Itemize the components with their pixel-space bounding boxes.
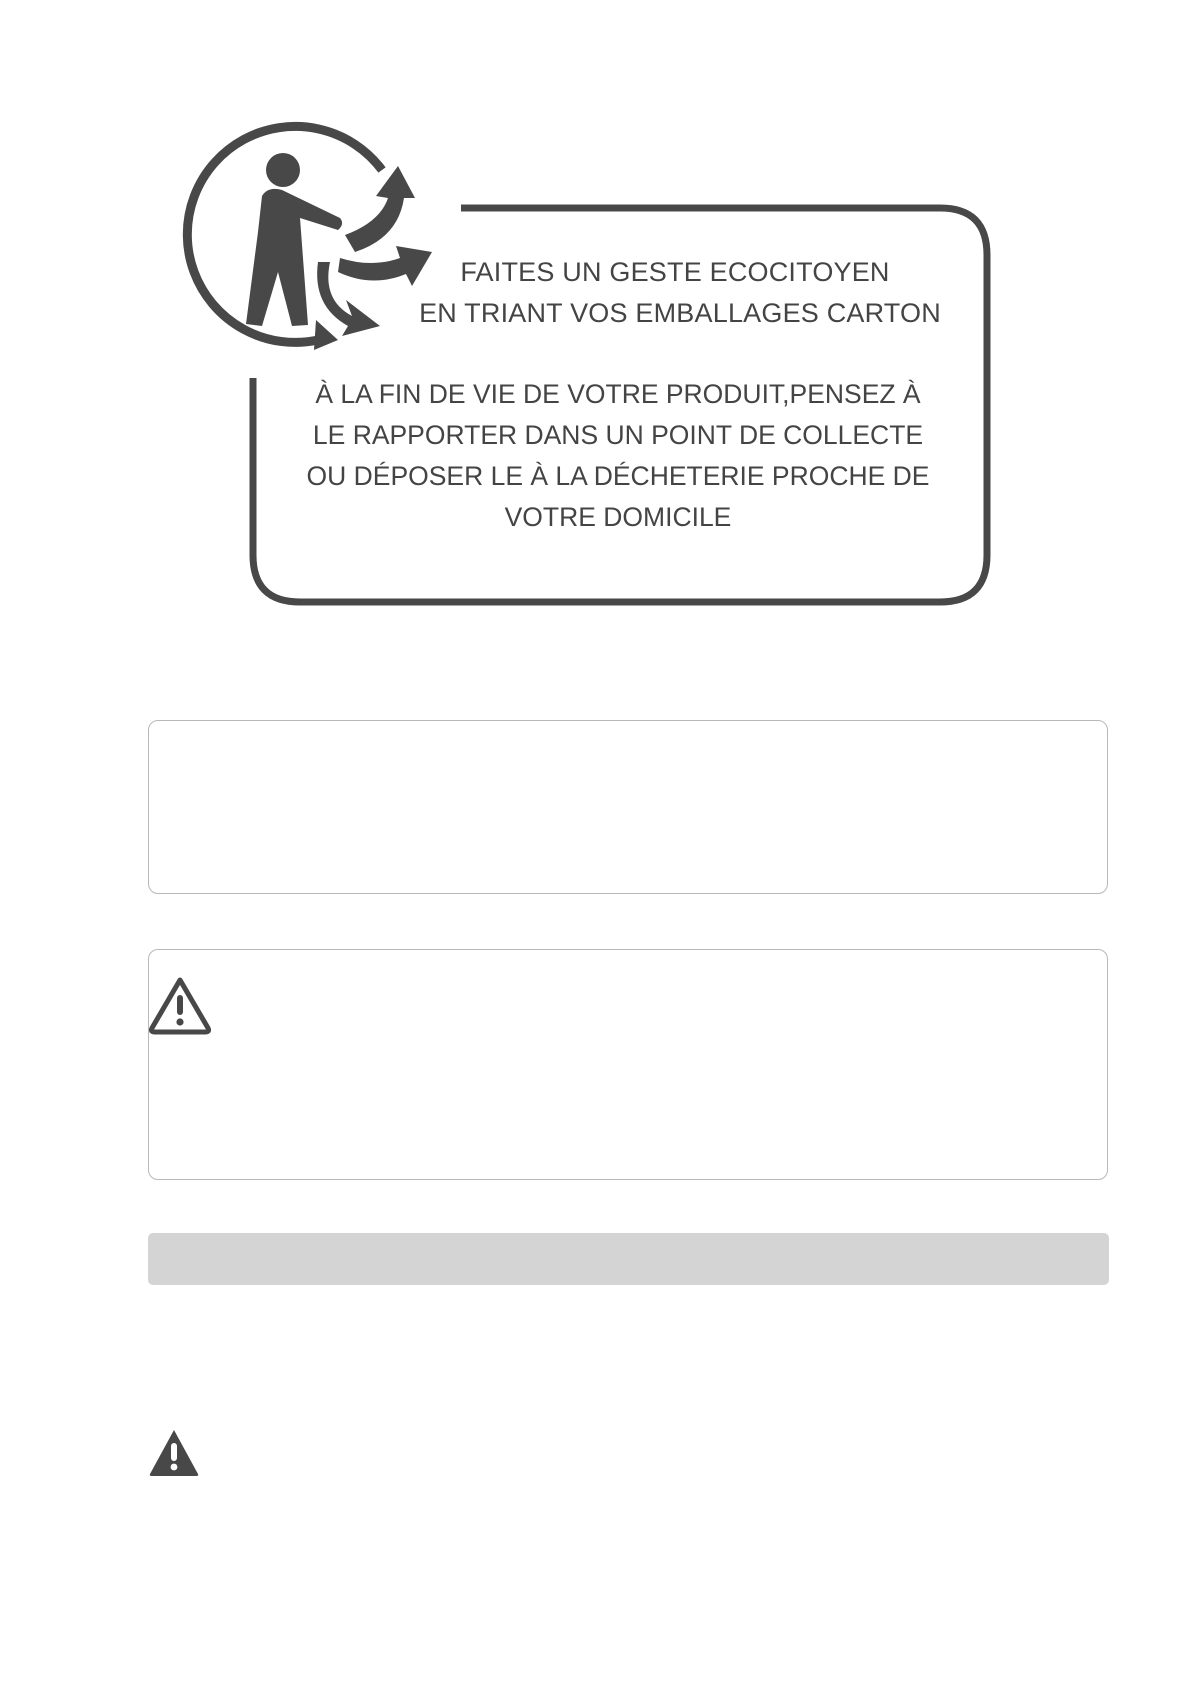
section-header-bar [148,1233,1109,1285]
notice-body-line: LE RAPPORTER DANS UN POINT DE COLLECTE [312,420,924,450]
notice-headline-line1: FAITES UN GESTE ECOCITOYEN [460,257,890,287]
info-panel [148,720,1108,894]
warning-panel [148,949,1108,1180]
notice-body [280,374,956,538]
notice-body-line: À LA FIN DE VIE DE VOTRE PRODUIT,PENSEZ À [315,379,921,409]
warning-filled-icon [148,1428,200,1478]
notice-body-line: OU DÉPOSER LE À LA DÉCHETERIE PROCHE DE [306,461,930,491]
notice-headline-line2: EN TRIANT VOS EMBALLAGES CARTON [419,298,941,328]
notice-body-line: VOTRE DOMICILE [504,502,732,532]
warning-outline-icon [147,975,213,1035]
triman-logo [187,126,432,350]
